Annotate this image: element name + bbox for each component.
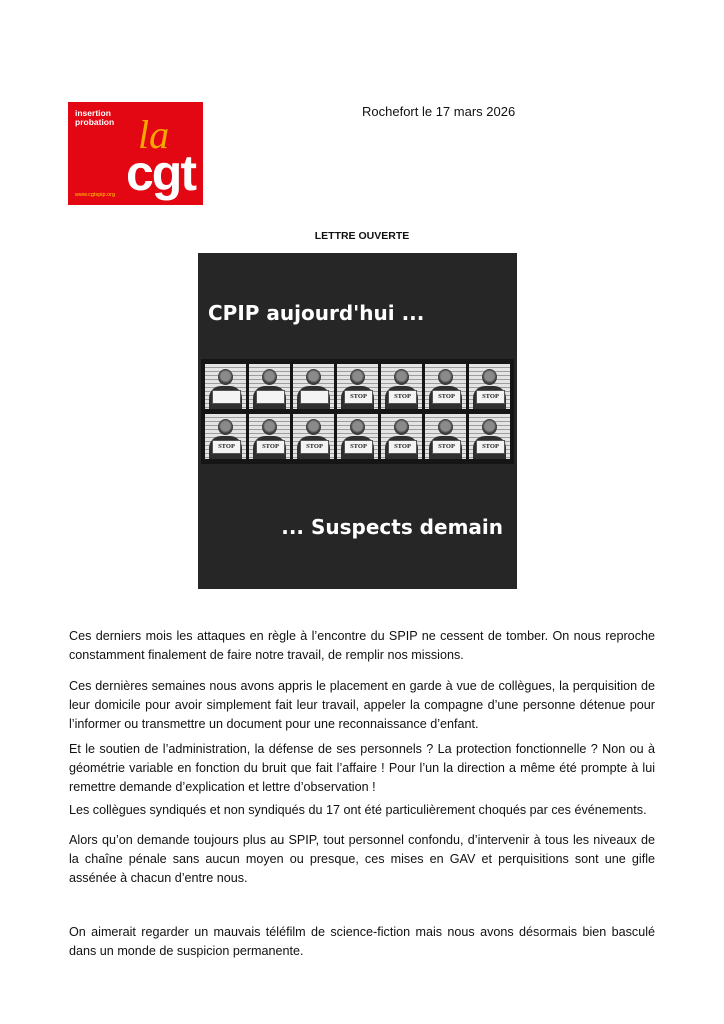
letter-date: Rochefort le 17 mars 2026 <box>362 104 516 119</box>
person-head <box>306 369 321 385</box>
lineup-photo <box>249 414 290 459</box>
stop-sign: STOP <box>212 440 241 454</box>
poster-image <box>198 253 517 589</box>
letter-title: LETTRE OUVERTE <box>314 230 410 242</box>
person-head <box>350 369 365 385</box>
lineup-photo <box>293 414 334 459</box>
cgt-logo <box>68 102 203 205</box>
stop-sign: STOP <box>256 440 285 454</box>
stop-sign <box>300 390 329 404</box>
lineup-photo <box>381 414 422 459</box>
lineup-photos <box>201 359 514 464</box>
person-head <box>438 369 453 385</box>
person-head <box>306 419 321 435</box>
paragraph-5: Alors qu’on demande toujours plus au SPIP, tout personnel confondu, d’intervenir à tous les niveaux de la chaîne pénale sans aucun moyen ou presque, ces mises en GAV et perquisitions sont une gifle assénée à chacun d’entre nous. <box>69 833 655 885</box>
logo-line-probation: probation <box>75 117 115 127</box>
stop-sign: STOP <box>388 390 417 404</box>
person-head <box>262 419 277 435</box>
lineup-photo <box>469 364 510 409</box>
person-head <box>394 419 409 435</box>
stop-sign: STOP <box>432 390 461 404</box>
logo-la: la <box>138 112 170 157</box>
stop-sign: STOP <box>432 440 461 454</box>
lineup-photo <box>293 364 334 409</box>
person-head <box>482 369 497 385</box>
lineup-photo <box>425 414 466 459</box>
stop-sign: STOP <box>388 440 417 454</box>
paragraph-3: Et le soutien de l’administration, la défense de ses personnels ? La protection fonctionnelle ? Non ou à géométrie variable en fonction du bruit que fait l’affaire ! Pour l’un la direction a même été prompte à lui remettre demande d’explication et lettre d’observation ! <box>69 742 655 794</box>
person-head <box>482 419 497 435</box>
poster-bottom-text: ... Suspects demain <box>281 515 503 539</box>
person-head <box>262 369 277 385</box>
stop-sign <box>256 390 285 404</box>
lineup-photo <box>425 364 466 409</box>
paragraph-1: Ces derniers mois les attaques en règle à l’encontre du SPIP ne cessent de tomber. On nous reproche constamment finalement de faire notre travail, de remplir nos missions. <box>69 629 655 662</box>
paragraph-2: Ces dernières semaines nous avons appris le placement en garde à vue de collègues, la perquisition de leur domicile pour avoir simplement fait leur travail, appeler la compagne d’une personne détenue pour l’informer ou transmettre un document pour une reconnaissance d’enfant. <box>69 679 655 731</box>
lineup-photo <box>337 364 378 409</box>
stop-sign: STOP <box>344 440 373 454</box>
lineup-photo <box>205 364 246 409</box>
person-head <box>350 419 365 435</box>
lineup-photo <box>337 414 378 459</box>
poster-top-text: CPIP aujourd'hui ... <box>208 301 425 325</box>
stop-sign: STOP <box>344 390 373 404</box>
person-head <box>438 419 453 435</box>
paragraph-6: On aimerait regarder un mauvais téléfilm de science-fiction mais nous avons désormais bien basculé dans un monde de suspicion permanente. <box>69 925 655 958</box>
stop-sign: STOP <box>476 440 505 454</box>
lineup-photo <box>249 364 290 409</box>
stop-sign: STOP <box>476 390 505 404</box>
lineup-photo <box>205 414 246 459</box>
paragraph-4: Les collègues syndiqués et non syndiqués du 17 ont été particulièrement choqués par ces événements. <box>69 803 647 817</box>
person-head <box>394 369 409 385</box>
stop-sign <box>212 390 241 404</box>
person-head <box>218 369 233 385</box>
lineup-photo <box>381 364 422 409</box>
person-head <box>218 419 233 435</box>
logo-cgt: cgt <box>126 145 195 201</box>
lineup-photo <box>469 414 510 459</box>
logo-url: www.cgtspip.org <box>75 192 116 198</box>
stop-sign: STOP <box>300 440 329 454</box>
logo-line-insertion: insertion <box>75 108 111 118</box>
